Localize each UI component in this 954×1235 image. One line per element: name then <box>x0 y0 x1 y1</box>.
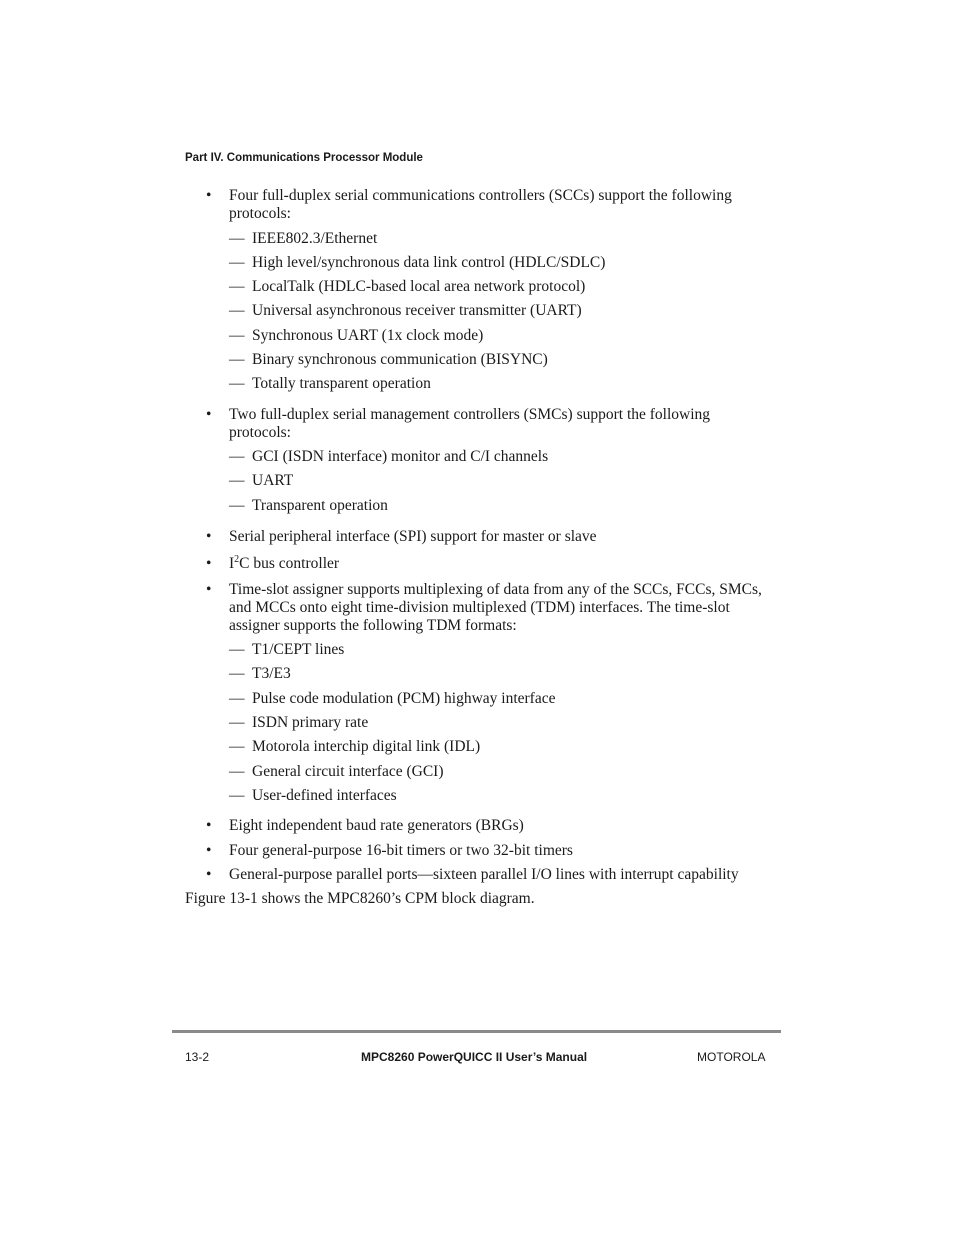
closing-paragraph: Figure 13-1 shows the MPC8260’s CPM block diagram. <box>185 890 535 907</box>
list-item: — IEEE802.3/Ethernet <box>229 230 378 247</box>
list-item: — General circuit interface (GCI) <box>229 763 444 780</box>
bullet-brg <box>206 817 774 835</box>
bullet-text: $I^2C$ bus controller <box>229 553 340 572</box>
bullet-mark: • <box>206 528 212 545</box>
bullet-mark: • <box>206 406 212 423</box>
list-item: — Motorola interchip digital link (IDL) <box>229 738 481 755</box>
list-item: — T3/E3 <box>229 665 291 682</box>
bullet-mark: • <box>206 866 212 883</box>
bullet-mark: • <box>206 555 212 572</box>
bullet-text: Eight independent baud rate generators (BRGs) <box>229 817 524 834</box>
running-header: Part IV. Communications Processor Module <box>185 152 423 164</box>
list-item: — GCI (ISDN interface) monitor and C/I channels <box>229 448 549 465</box>
bullet-tsa <box>206 581 774 635</box>
bullet-mark: • <box>206 581 212 598</box>
bullet-i2c <box>206 553 774 573</box>
bullet-ports <box>206 866 774 884</box>
list-item: — User-defined interfaces <box>229 787 397 804</box>
list-item: — Transparent operation <box>229 497 388 514</box>
list-item: — Binary synchronous communication (BISYNC) <box>229 351 548 368</box>
bullet-spi <box>206 528 774 546</box>
bullet-text: Serial peripheral interface (SPI) support for master or slave <box>229 528 597 545</box>
list-item: — ISDN primary rate <box>229 714 369 731</box>
bullet-text: Time-slot assigner supports multiplexing of data from any of the SCCs, FCCs, SMCs, and MCCs onto eight time-division multiplexed (TDM) interfaces. The time-slot assigner supports the following TDM formats: <box>229 581 762 634</box>
footer-rule <box>172 1030 781 1033</box>
bullet-smc <box>206 406 774 442</box>
bullet-mark: • <box>206 842 212 859</box>
manual-title: MPC8260 PowerQUICC II User’s Manual <box>361 1050 588 1064</box>
bullet-text: Four general-purpose 16-bit timers or two 32-bit timers <box>229 842 573 859</box>
bullet-scc <box>206 187 774 223</box>
list-item: — Synchronous UART (1x clock mode) <box>229 327 484 344</box>
list-item: — T1/CEPT lines <box>229 641 345 658</box>
bullet-timers <box>206 842 774 860</box>
list-item: — Totally transparent operation <box>229 375 431 392</box>
list-item: — UART <box>229 472 294 489</box>
list-item: — High level/synchronous data link control (HDLC/SDLC) <box>229 254 606 271</box>
bullet-mark: • <box>206 187 212 204</box>
publisher-name: MOTOROLA <box>697 1050 766 1064</box>
list-item: — Pulse code modulation (PCM) highway interface <box>229 690 556 707</box>
list-item: — Universal asynchronous receiver transmitter (UART) <box>229 302 582 319</box>
bullet-text: Four full-duplex serial communications controllers (SCCs) support the following protocols: <box>229 187 732 222</box>
bullet-text: General-purpose parallel ports—sixteen parallel I/O lines with interrupt capability <box>229 866 739 883</box>
bullet-mark: • <box>206 817 212 834</box>
list-item: — LocalTalk (HDLC-based local area network protocol) <box>229 278 586 295</box>
page-number: 13-2 <box>185 1050 210 1064</box>
bullet-text: Two full-duplex serial management controllers (SMCs) support the following protocols: <box>229 406 711 441</box>
